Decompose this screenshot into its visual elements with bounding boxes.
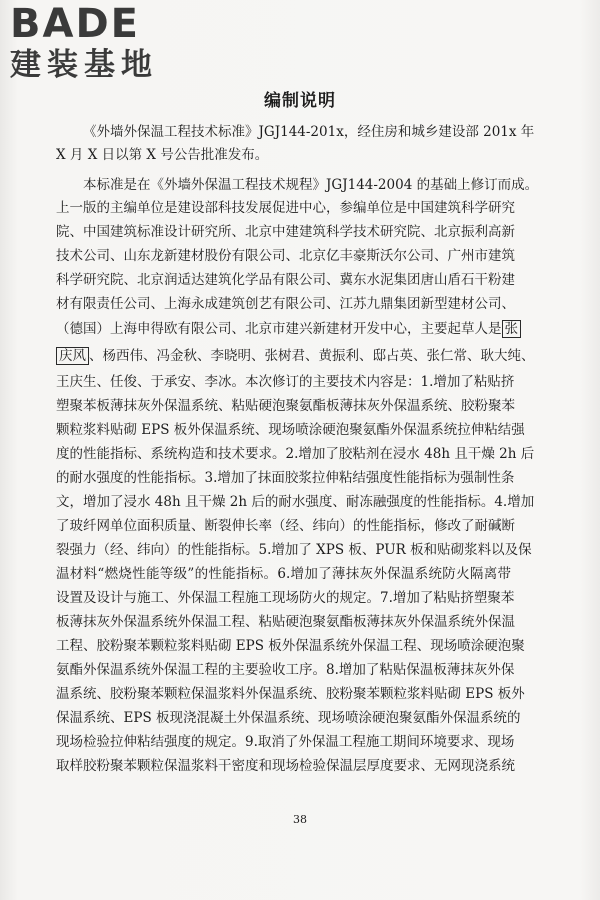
- logo-brand-cn: 建装基地: [10, 47, 158, 83]
- text-line: 颗粒浆料贴砌 EPS 板外保温系统、现场喷涂硬泡聚氨酯外保温系统拉伸粘结强: [56, 422, 525, 438]
- text-line: 上一版的主编单位是建设部科技发展促进中心，参编单位是中国建筑科学研究: [56, 200, 515, 216]
- text-line-segment: 、杨西伟、冯金秋、李晓明、张树君、黄振利、邸占英、张仁常、耿大纯、: [89, 348, 535, 364]
- boxed-name-part1: 张: [502, 320, 522, 338]
- text-line: X 月 X 日以第 X 号公告批准发布。: [56, 147, 269, 163]
- text-line: 技术公司、山东龙新建材股份有限公司、北京亿丰豪斯沃尔公司、广州市建筑: [56, 248, 515, 264]
- text-line: 取样胶粉聚苯颗粒保温浆料干密度和现场检验保温层厚度要求、无网现浇系统: [56, 758, 515, 774]
- bade-logo: [10, 1, 180, 84]
- text-line: 科学研究院、北京润适达建筑化学品有限公司、冀东水泥集团唐山盾石干粉建: [56, 272, 515, 288]
- text-line-with-box: [56, 347, 535, 365]
- text-line: 本标准是在《外墙外保温工程技术规程》JGJ144-2004 的基础上修订而成。: [83, 177, 539, 193]
- text-line: 王庆生、任俊、于承安、李冰。本次修订的主要技术内容是：1.增加了粘贴挤: [56, 374, 515, 390]
- text-line: 工程、胶粉聚苯颗粒浆料贴砌 EPS 板外保温系统外保温工程、现场喷涂硬泡聚: [56, 638, 525, 654]
- text-line: 塑聚苯板薄抹灰外保温系统、粘贴硬泡聚氨酯板薄抹灰外保温系统、胶粉聚苯: [56, 398, 515, 414]
- text-line-segment: （德国）上海申得欧有限公司、北京市建兴新建材开发中心，主要起草人是: [56, 321, 502, 337]
- text-line: 了玻纤网单位面积质量、断裂伸长率（经、纬向）的性能指标，修改了耐碱断: [56, 518, 515, 534]
- text-line: 现场检验拉伸粘结强度的规定。9.取消了外保温工程施工期间环境要求、现场: [56, 734, 515, 750]
- text-line: 院、中国建筑标准设计研究所、北京中建建筑科学技术研究院、北京振利高新: [56, 224, 515, 240]
- text-line: 《外墙外保温工程技术标准》JGJ144-201x，经住房和城乡建设部 201x 年: [83, 124, 535, 140]
- text-line: 板薄抹灰外保温系统外保温工程、粘贴硬泡聚氨酯板薄抹灰外保温系统外保温: [56, 614, 515, 630]
- text-line: 设置及设计与施工、外保温工程施工现场防火的规定。7.增加了粘贴挤塑聚苯: [56, 590, 515, 606]
- text-line-with-box: [56, 320, 518, 338]
- logo-brand-en: BADE: [10, 1, 140, 47]
- page-number: 38: [293, 813, 307, 826]
- text-line: 氨酯外保温系统外保温工程的主要验收工序。8.增加了粘贴保温板薄抹灰外保: [56, 662, 515, 678]
- text-line: 温系统、胶粉聚苯颗粒保温浆料外保温系统、胶粉聚苯颗粒浆料贴砌 EPS 板外: [56, 686, 525, 702]
- text-line: 温材料“燃烧性能等级”的性能指标。6.增加了薄抹灰外保温系统防火隔离带: [56, 566, 511, 582]
- boxed-name-part2: 庆风: [56, 347, 89, 365]
- text-line: 裂强力（经、纬向）的性能指标。5.增加了 XPS 板、PUR 板和贴砌浆料以及保: [56, 542, 532, 558]
- section-title: 编制说明: [264, 91, 336, 111]
- text-line: 文，增加了浸水 48h 且干燥 2h 后的耐水强度、耐冻融强度的性能指标。4.增加: [56, 494, 535, 510]
- text-line: 材有限责任公司、上海永成建筑创艺有限公司、江苏九鼎集团新型建材公司、: [56, 296, 515, 312]
- text-line: 度的性能指标、系统构造和技术要求。2.增加了胶粘剂在浸水 48h 且干燥 2h 后: [56, 446, 535, 462]
- text-line: 保温系统、EPS 板现浇混凝土外保温系统、现场喷涂硬泡聚氨酯外保温系统的: [56, 710, 521, 726]
- text-line: 的耐水强度的性能指标。3.增加了抹面胶浆拉伸粘结强度性能指标为强制性条: [56, 470, 515, 486]
